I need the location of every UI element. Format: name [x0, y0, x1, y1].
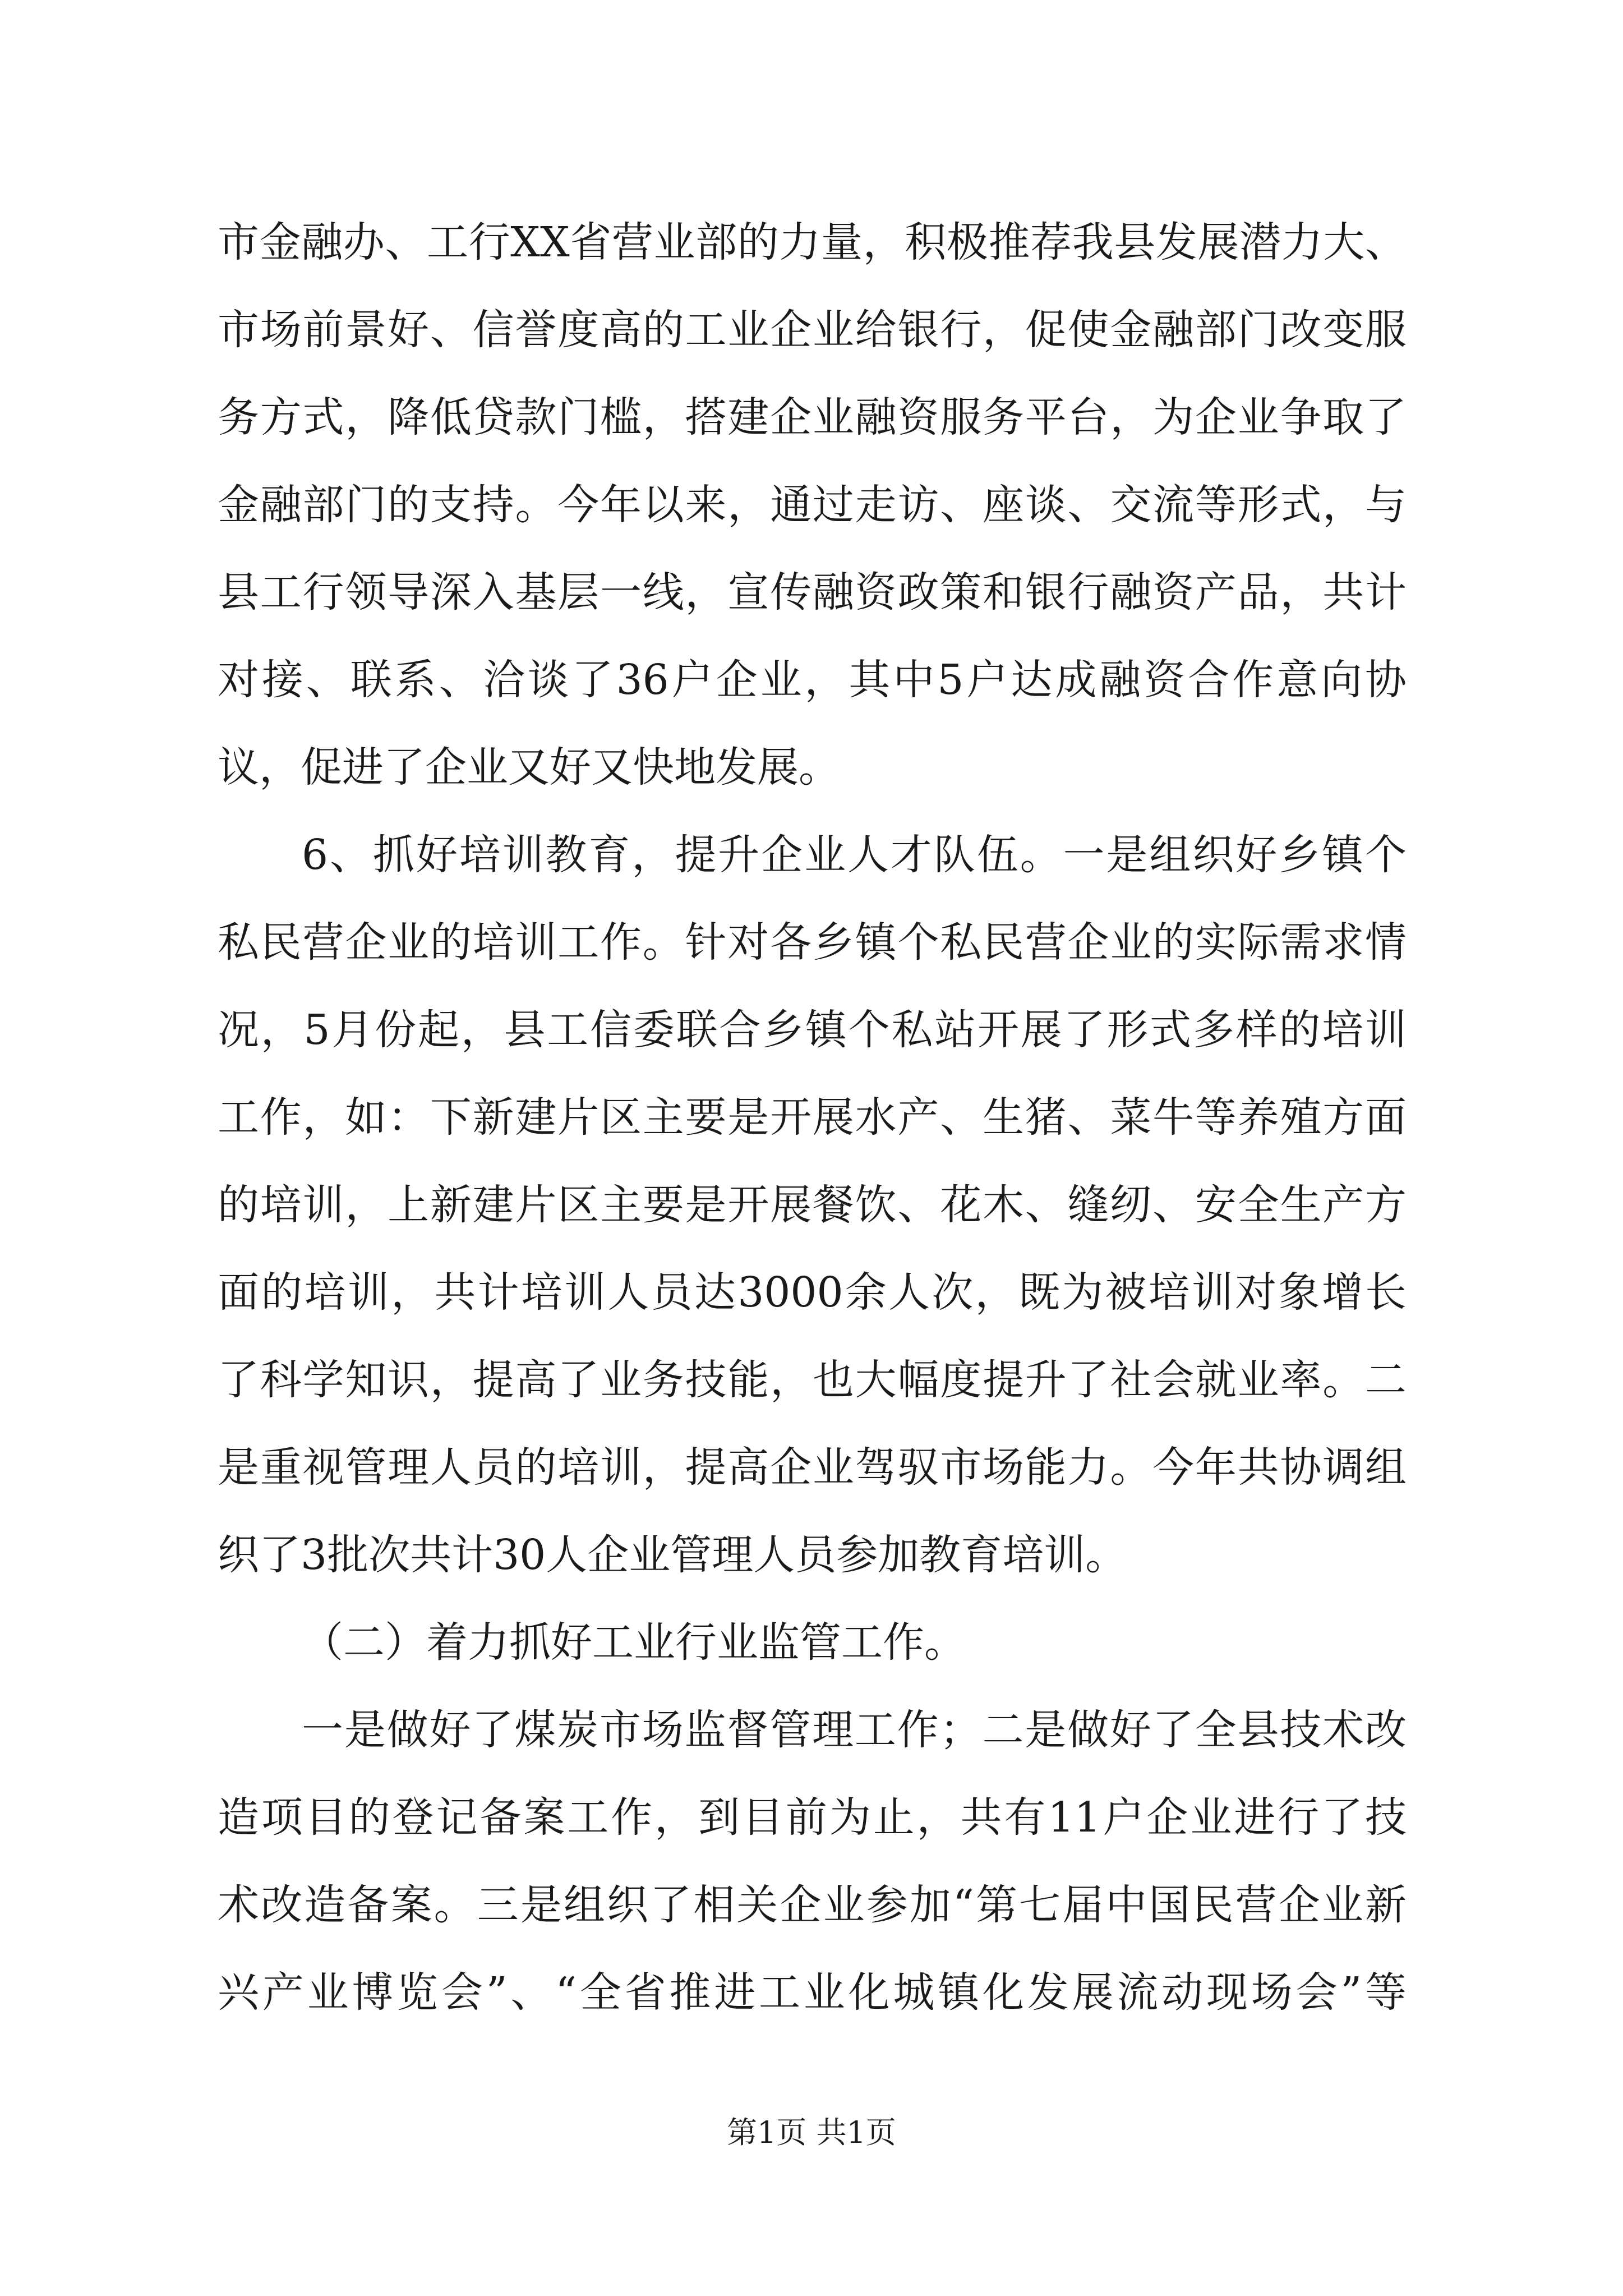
text-line: 务方式，降低贷款门槛，搭建企业融资服务平台，为企业争取了 — [218, 393, 1407, 441]
text-line: 私民营企业的培训工作。针对各乡镇个私民营企业的实际需求情 — [218, 918, 1407, 967]
text-line: 是重视管理人员的培训，提高企业驾驭市场能力。今年共协调组 — [218, 1443, 1407, 1492]
text-line: 的培训，上新建片区主要是开展餐饮、花木、缝纫、安全生产方 — [218, 1181, 1407, 1229]
text-line: 织了3批次共计30人企业管理人员参加教育培训。 — [218, 1531, 1127, 1579]
text-line: 市场前景好、信誉度高的工业企业给银行，促使金融部门改变服 — [218, 306, 1407, 354]
text-line: 议，促进了企业又好又快地发展。 — [218, 743, 840, 792]
text-line: 造项目的登记备案工作，到目前为止，共有11户企业进行了技 — [218, 1793, 1407, 1842]
section-heading: （二）着力抓好工业行业监管工作。 — [302, 1618, 966, 1667]
text-line: 兴产业博览会”、“全省推进工业化城镇化发展流动现场会”等 — [218, 1968, 1407, 2017]
text-line: 金融部门的支持。今年以来，通过走访、座谈、交流等形式，与 — [218, 481, 1407, 529]
text-line: 况，5月份起，县工信委联合乡镇个私站开展了形式多样的培训 — [218, 1006, 1407, 1054]
text-line: 术改造备案。三是组织了相关企业参加“第七届中国民营企业新 — [218, 1881, 1407, 1929]
text-line: 对接、联系、洽谈了36户企业，其中5户达成融资合作意向协 — [218, 656, 1407, 704]
text-line: 面的培训，共计培训人员达3000余人次，既为被培训对象增长 — [218, 1268, 1407, 1317]
page-number-footer: 第1页 共1页 — [727, 2115, 896, 2150]
text-line: 县工行领导深入基层一线，宣传融资政策和银行融资产品，共计 — [218, 568, 1407, 616]
text-line: 市金融办、工行XX省营业部的力量，积极推荐我县发展潜力大、 — [218, 218, 1407, 266]
text-line: 一是做好了煤炭市场监督管理工作；二是做好了全县技术改 — [302, 1706, 1407, 1754]
paragraph-heading: 6、抓好培训教育，提升企业人才队伍。一是组织好乡镇个 — [302, 831, 1407, 879]
text-line: 了科学知识，提高了业务技能，也大幅度提升了社会就业率。二 — [218, 1356, 1407, 1404]
text-line: 工作，如：下新建片区主要是开展水产、生猪、菜牛等养殖方面 — [218, 1093, 1407, 1142]
